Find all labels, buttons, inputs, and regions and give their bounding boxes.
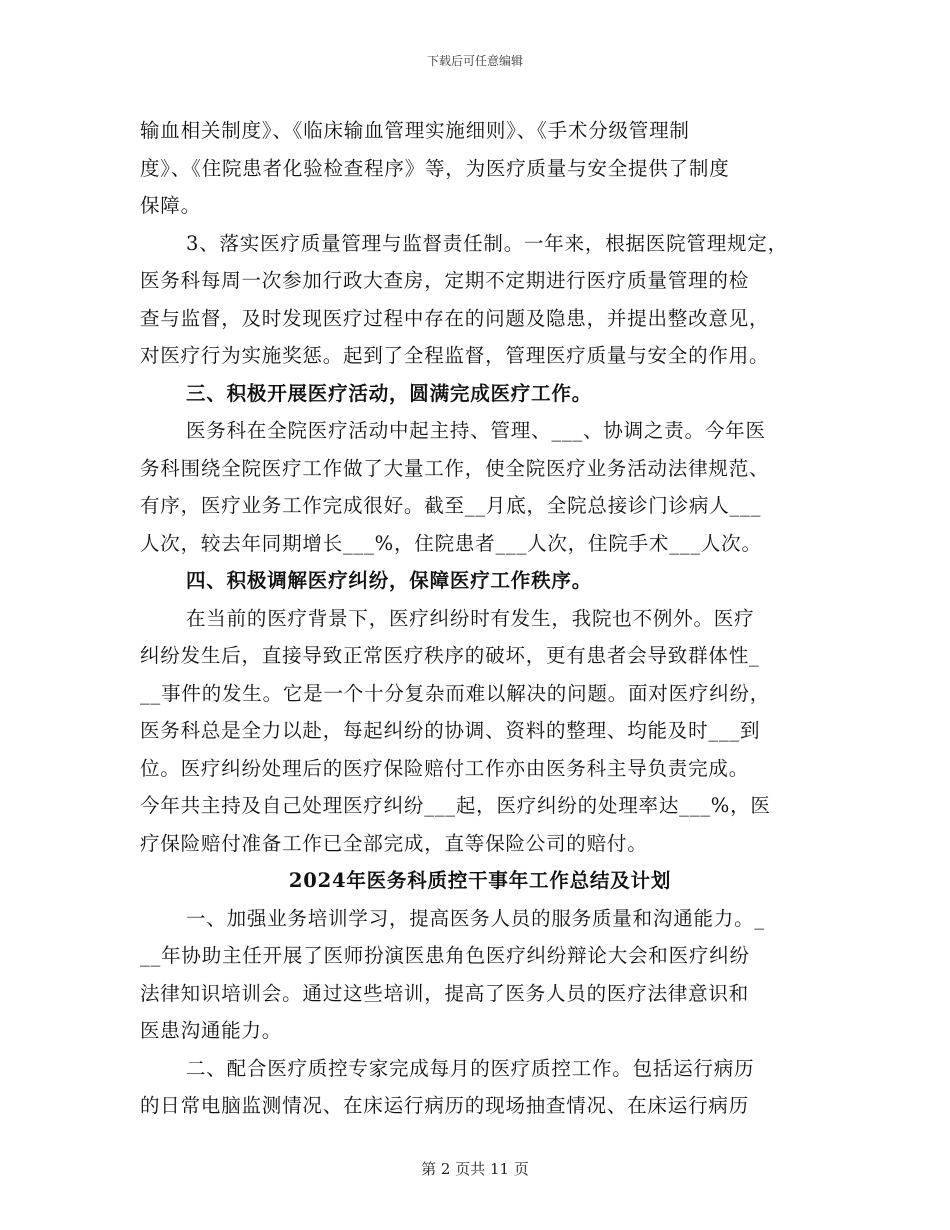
text-line: 务科围绕全院医疗工作做了大量工作，使全院医疗业务活动法律规范、 — [140, 456, 770, 480]
text-line: 二、配合医疗质控专家完成每月的医疗质控工作。包括运行病历 — [186, 1056, 755, 1080]
section-heading: 三、积极开展医疗活动，圆满完成医疗工作。 — [186, 381, 593, 405]
text-line: 的日常电脑监测情况、在床运行病历的现场抽查情况、在床运行病历 — [140, 1094, 750, 1117]
text-line: 一、加强业务培训学习，提高医务人员的服务质量和沟通能力。_ — [186, 906, 765, 930]
text-line: 在当前的医疗背景下，医疗纠纷时有发生，我院也不例外。医疗 — [186, 606, 755, 630]
text-line: 输血相关制度》、《临床输血管理实施细则》、《手术分级管理制 — [140, 119, 690, 142]
text-line: 医务科在全院医疗活动中起主持、管理、___、协调之责。今年医 — [186, 419, 766, 442]
text-line: 医务科总是全力以赴，每起纠纷的协调、资料的整理、均能及时___到 — [140, 719, 761, 742]
text-line: __年协助主任开展了医师扮演医患角色医疗纠纷辩论大会和医疗纠纷 — [140, 944, 750, 967]
text-line: 对医疗行为实施奖惩。起到了全程监督，管理医疗质量与安全的作用。 — [140, 344, 770, 367]
page-header: 下载后可任意编辑 — [426, 54, 523, 68]
text-line: 保障。 — [140, 194, 201, 217]
text-line: 位。医疗纠纷处理后的医疗保险赔付工作亦由医务科主导负责完成。 — [140, 756, 750, 780]
text-line: 医患沟通能力。 — [140, 1019, 283, 1042]
section-paragraphs — [140, 900, 820, 1125]
text-line: 查与监督，及时发现医疗过程中存在的问题及隐患，并提出整改意见， — [140, 306, 770, 330]
body-paragraphs — [140, 112, 820, 862]
document-body — [140, 112, 820, 1125]
text-line: 度》、《住院患者化验检查程序》等，为医疗质量与安全提供了制度 — [140, 156, 730, 180]
text-line: 3、落实医疗质量管理与监督责任制。一年来，根据医院管理规定， — [186, 231, 788, 255]
text-line: __事件的发生。它是一个十分复杂而难以解决的问题。面对医疗纠纷， — [140, 681, 771, 705]
text-line: 人次，较去年同期增长___%，住院患者___人次，住院手术___人次。 — [140, 531, 762, 555]
text-line: 今年共主持及自己处理医疗纠纷___起，医疗纠纷的处理率达___%，医 — [140, 794, 771, 817]
section-title: 2024年医务科质控干事年工作总结及计划 — [288, 869, 672, 892]
text-line: 医务科每周一次参加行政大查房，定期不定期进行医疗质量管理的检 — [140, 269, 750, 292]
text-line: 疗保险赔付准备工作已全部完成，直等保险公司的赔付。 — [140, 831, 648, 855]
text-line: 纠纷发生后，直接导致正常医疗秩序的破坏，更有患者会导致群体性_ — [140, 644, 760, 667]
text-line: 法律知识培训会。通过这些培训，提高了医务人员的医疗法律意识和 — [140, 981, 750, 1005]
section-heading: 四、积极调解医疗纠纷，保障医疗工作秩序。 — [186, 569, 593, 592]
text-line: 有序，医疗业务工作完成很好。截至__月底，全院总接诊门诊病人___ — [140, 494, 762, 517]
page-footer: 第 2 页共 11 页 — [421, 1160, 529, 1178]
